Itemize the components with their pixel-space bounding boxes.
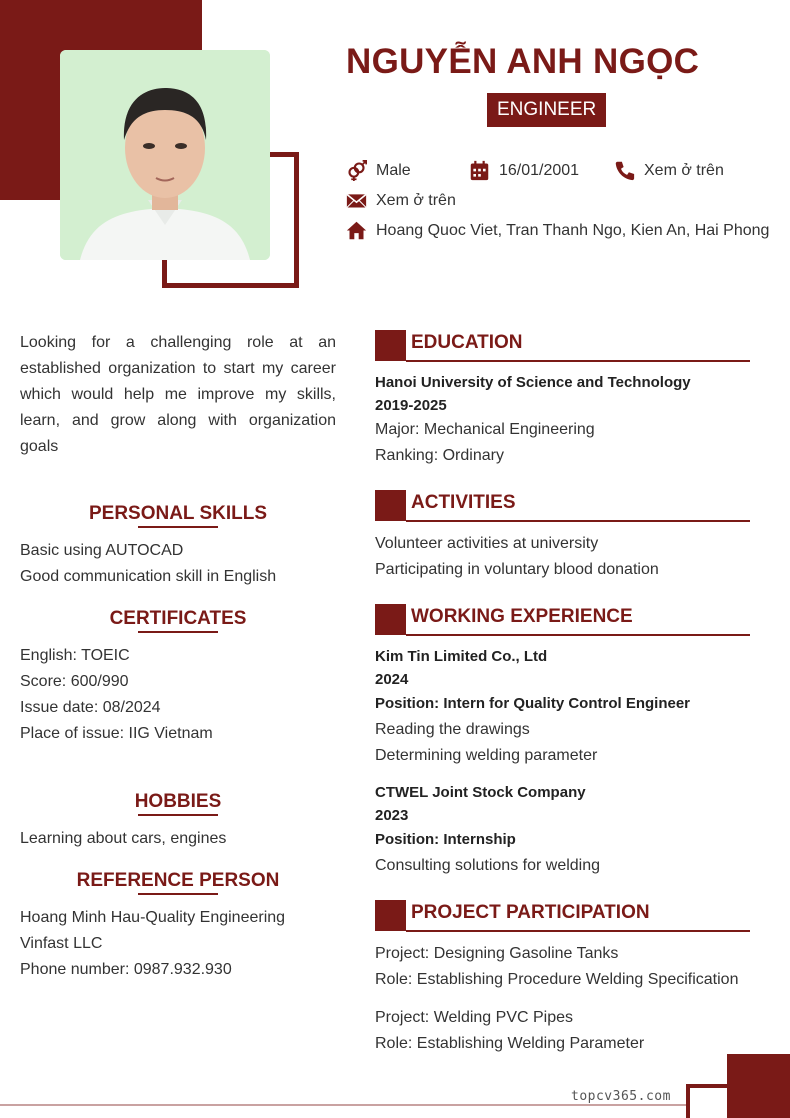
gender-value: Male — [376, 161, 411, 179]
project-role: Role: Establishing Procedure Welding Specification — [375, 971, 739, 988]
phone-row — [614, 160, 724, 181]
home-icon — [346, 220, 367, 241]
education-school: Hanoi University of Science and Technology — [375, 374, 691, 391]
footer-divider — [0, 1104, 686, 1106]
heading-marker — [375, 490, 406, 521]
reference-title: REFERENCE PERSON — [76, 870, 280, 891]
projects-heading — [375, 900, 750, 932]
education-ranking: Ranking: Ordinary — [375, 447, 504, 464]
certificate-item: Issue date: 08/2024 — [20, 699, 161, 716]
experience-heading — [375, 604, 750, 636]
personal-skills-title: PERSONAL SKILLS — [88, 503, 268, 524]
watermark-text: topcv365.com — [571, 1089, 671, 1104]
career-objective: Looking for a challenging role at an established organization to start my career which would help me improve my skills, learn, and grow along with organization goals — [20, 334, 336, 455]
email-value: Xem ở trên — [376, 191, 456, 209]
heading-underline — [406, 634, 750, 636]
mail-icon — [346, 190, 367, 211]
calendar-icon — [469, 160, 490, 181]
skill-item: Basic using AUTOCAD — [20, 542, 184, 559]
gender-row — [346, 160, 411, 181]
job-detail: Reading the drawings — [375, 721, 530, 738]
hobbies-title: HOBBIES — [134, 791, 222, 812]
education-heading — [375, 330, 750, 362]
certificate-item: Score: 600/990 — [20, 673, 129, 690]
projects-title: PROJECT PARTICIPATION — [411, 902, 650, 923]
education-major: Major: Mechanical Engineering — [375, 421, 595, 438]
job-position: Position: Internship — [375, 831, 516, 848]
certificates-heading — [20, 608, 336, 630]
reference-item: Hoang Minh Hau-Quality Engineering — [20, 909, 286, 926]
activity-item: Volunteer activities at university — [375, 535, 599, 552]
hobbies-heading — [20, 791, 336, 813]
profile-photo — [60, 50, 270, 260]
reference-item: Vinfast LLC — [20, 935, 103, 952]
job-title-badge: ENGINEER — [487, 93, 606, 127]
skill-item: Good communication skill in English — [20, 568, 277, 585]
heading-underline — [406, 930, 750, 932]
heading-underline — [406, 360, 750, 362]
job-year: 2024 — [375, 671, 409, 688]
decorative-block-bottom-right — [727, 1054, 790, 1118]
job-detail: Determining welding parameter — [375, 747, 598, 764]
personal-skills-heading — [20, 503, 336, 525]
job-company: Kim Tin Limited Co., Ltd — [375, 648, 548, 665]
project-name: Project: Welding PVC Pipes — [375, 1009, 574, 1026]
phone-value: Xem ở trên — [644, 161, 724, 179]
certificate-item: Place of issue: IIG Vietnam — [20, 725, 213, 742]
hobby-item: Learning about cars, engines — [20, 830, 227, 847]
job-year: 2023 — [375, 807, 409, 824]
email-row — [346, 190, 456, 211]
heading-marker — [375, 900, 406, 931]
job-company: CTWEL Joint Stock Company — [375, 784, 586, 801]
certificates-title: CERTIFICATES — [109, 608, 247, 629]
birthday-value: 16/01/2001 — [499, 161, 580, 179]
job-position: Position: Intern for Quality Control Engineer — [375, 695, 691, 712]
candidate-name: NGUYỄN ANH NGỌC — [346, 42, 700, 81]
address-row — [346, 220, 769, 241]
activity-item: Participating in voluntary blood donation — [375, 561, 659, 578]
heading-marker — [375, 330, 406, 361]
birthday-row — [469, 160, 579, 181]
gender-icon — [346, 160, 367, 181]
project-name: Project: Designing Gasoline Tanks — [375, 945, 619, 962]
certificate-item: English: TOEIC — [20, 647, 130, 664]
activities-heading — [375, 490, 750, 522]
experience-title: WORKING EXPERIENCE — [411, 606, 633, 627]
activities-title: ACTIVITIES — [411, 492, 516, 513]
education-years: 2019-2025 — [375, 397, 447, 414]
education-title: EDUCATION — [411, 332, 523, 353]
phone-icon — [614, 160, 635, 181]
heading-underline — [406, 520, 750, 522]
reference-item: Phone number: 0987.932.930 — [20, 961, 232, 978]
heading-marker — [375, 604, 406, 635]
address-value: Hoang Quoc Viet, Tran Thanh Ngo, Kien An, Hai Phong — [376, 221, 770, 239]
project-role: Role: Establishing Welding Parameter — [375, 1035, 645, 1052]
job-detail: Consulting solutions for welding — [375, 857, 601, 874]
profile-photo-illustration — [60, 50, 270, 260]
reference-heading — [20, 870, 336, 892]
